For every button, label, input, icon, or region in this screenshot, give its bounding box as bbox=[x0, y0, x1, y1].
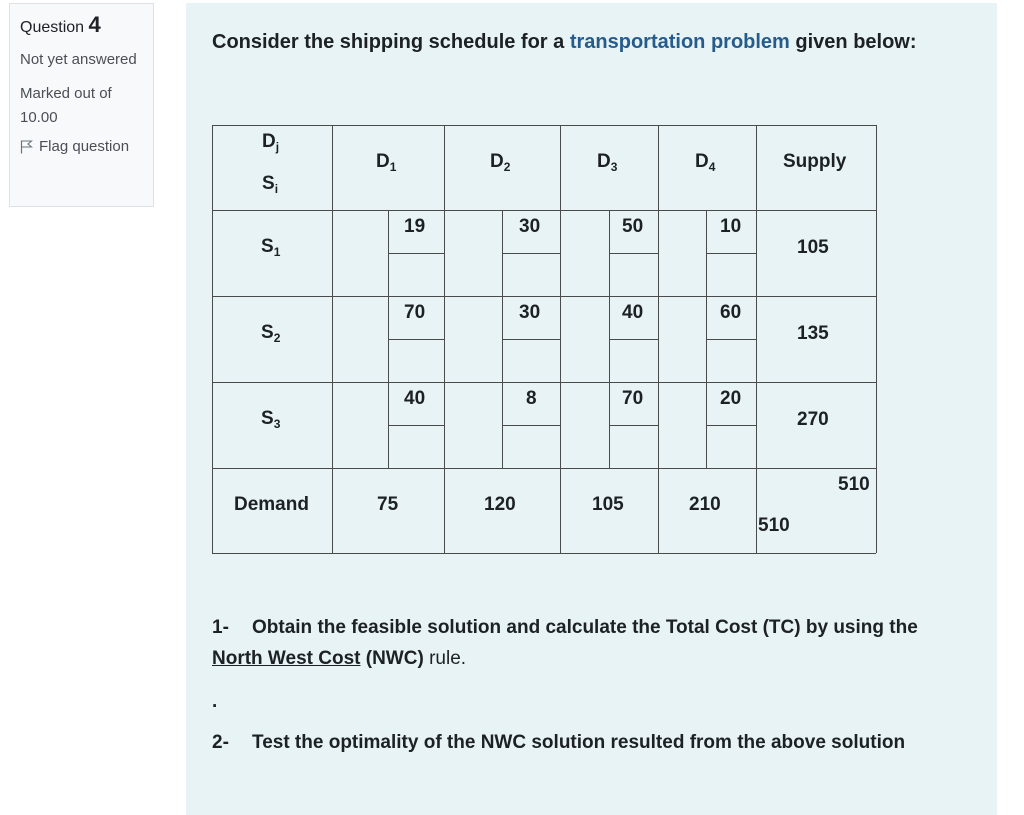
column-divider bbox=[560, 125, 561, 553]
corner-source-label: $S_i$ bbox=[262, 173, 279, 196]
demand-label: Demand bbox=[234, 494, 309, 515]
table-border bbox=[212, 553, 876, 554]
dest-header-4: $D_4$ bbox=[695, 151, 716, 174]
question-formulation bbox=[186, 3, 997, 815]
supply-value: 105 bbox=[797, 237, 829, 258]
cost-cell: 10 bbox=[720, 216, 742, 237]
task-2: 2- Test the optimality of the NWC solution resulted from the above solution bbox=[212, 732, 906, 753]
cost-cell: 19 bbox=[404, 216, 426, 237]
source-label-3: $S_3$ bbox=[261, 408, 281, 431]
cost-box-border bbox=[706, 253, 756, 254]
column-divider bbox=[332, 125, 333, 553]
demand-value: 105 bbox=[592, 494, 624, 515]
cost-box-border bbox=[502, 425, 560, 426]
separator-dot: . bbox=[212, 691, 218, 712]
demand-value: 75 bbox=[377, 494, 399, 515]
row-divider bbox=[212, 210, 876, 211]
demand-value: 120 bbox=[484, 494, 516, 515]
supply-value: 135 bbox=[797, 323, 829, 344]
supply-header: Supply bbox=[783, 151, 847, 172]
cost-cell: 8 bbox=[526, 388, 537, 409]
cost-box-border bbox=[706, 425, 756, 426]
flag-icon bbox=[20, 140, 33, 154]
cost-box-border bbox=[609, 339, 658, 340]
row-divider bbox=[212, 296, 876, 297]
cost-box-border bbox=[706, 339, 756, 340]
cost-box-border bbox=[388, 339, 444, 340]
cost-box-border bbox=[502, 339, 560, 340]
row-divider bbox=[212, 468, 876, 469]
column-divider bbox=[444, 125, 445, 553]
cost-cell: 40 bbox=[622, 302, 644, 323]
cost-box-border bbox=[609, 425, 658, 426]
question-state: Not yet answered bbox=[20, 51, 137, 68]
cost-cell: 70 bbox=[404, 302, 426, 323]
cost-cell: 20 bbox=[720, 388, 742, 409]
dest-header-2: $D_2$ bbox=[490, 151, 511, 174]
cost-cell: 60 bbox=[720, 302, 742, 323]
corner-dest-label: $D_j$ bbox=[262, 131, 280, 154]
task-1: 1- Obtain the feasible solution and calculate the Total Cost (TC) by using the bbox=[212, 617, 918, 638]
dest-header-3: $D_3$ bbox=[597, 151, 618, 174]
dest-header-1: $D_1$ bbox=[376, 151, 397, 174]
table-border bbox=[212, 125, 213, 553]
demand-value: 210 bbox=[689, 494, 721, 515]
cost-box-border bbox=[388, 425, 444, 426]
question-info bbox=[9, 3, 154, 207]
row-divider bbox=[212, 382, 876, 383]
cost-cell: 30 bbox=[519, 216, 541, 237]
column-divider bbox=[756, 125, 757, 553]
cost-box-border bbox=[388, 253, 444, 254]
column-divider bbox=[658, 125, 659, 553]
source-label-1: $S_1$ bbox=[261, 236, 281, 259]
cost-cell: 40 bbox=[404, 388, 426, 409]
question-number: Question 4 bbox=[20, 12, 101, 37]
total-supply: 510 bbox=[838, 474, 870, 495]
transportation-problem-text: transportation problem bbox=[569, 31, 790, 53]
cost-cell: 70 bbox=[622, 388, 644, 409]
cost-box-border bbox=[609, 253, 658, 254]
cost-cell: 30 bbox=[519, 302, 541, 323]
flag-question-button[interactable] bbox=[20, 138, 143, 155]
source-label-2: $S_2$ bbox=[261, 322, 281, 345]
cost-cell: 50 bbox=[622, 216, 644, 237]
supply-value: 270 bbox=[797, 409, 829, 430]
cost-box-border bbox=[502, 253, 560, 254]
question-grade: Marked out of 10.00 bbox=[20, 85, 112, 126]
total-demand: 510 bbox=[758, 515, 790, 536]
question-intro: Consider the shipping schedule for a transportation problem given below: bbox=[212, 31, 917, 53]
task-1-continued: North West Cost (NWC) rule. bbox=[212, 648, 467, 669]
table-border bbox=[876, 125, 877, 553]
flag-question-label: Flag question bbox=[39, 138, 130, 155]
table-border bbox=[212, 125, 876, 126]
